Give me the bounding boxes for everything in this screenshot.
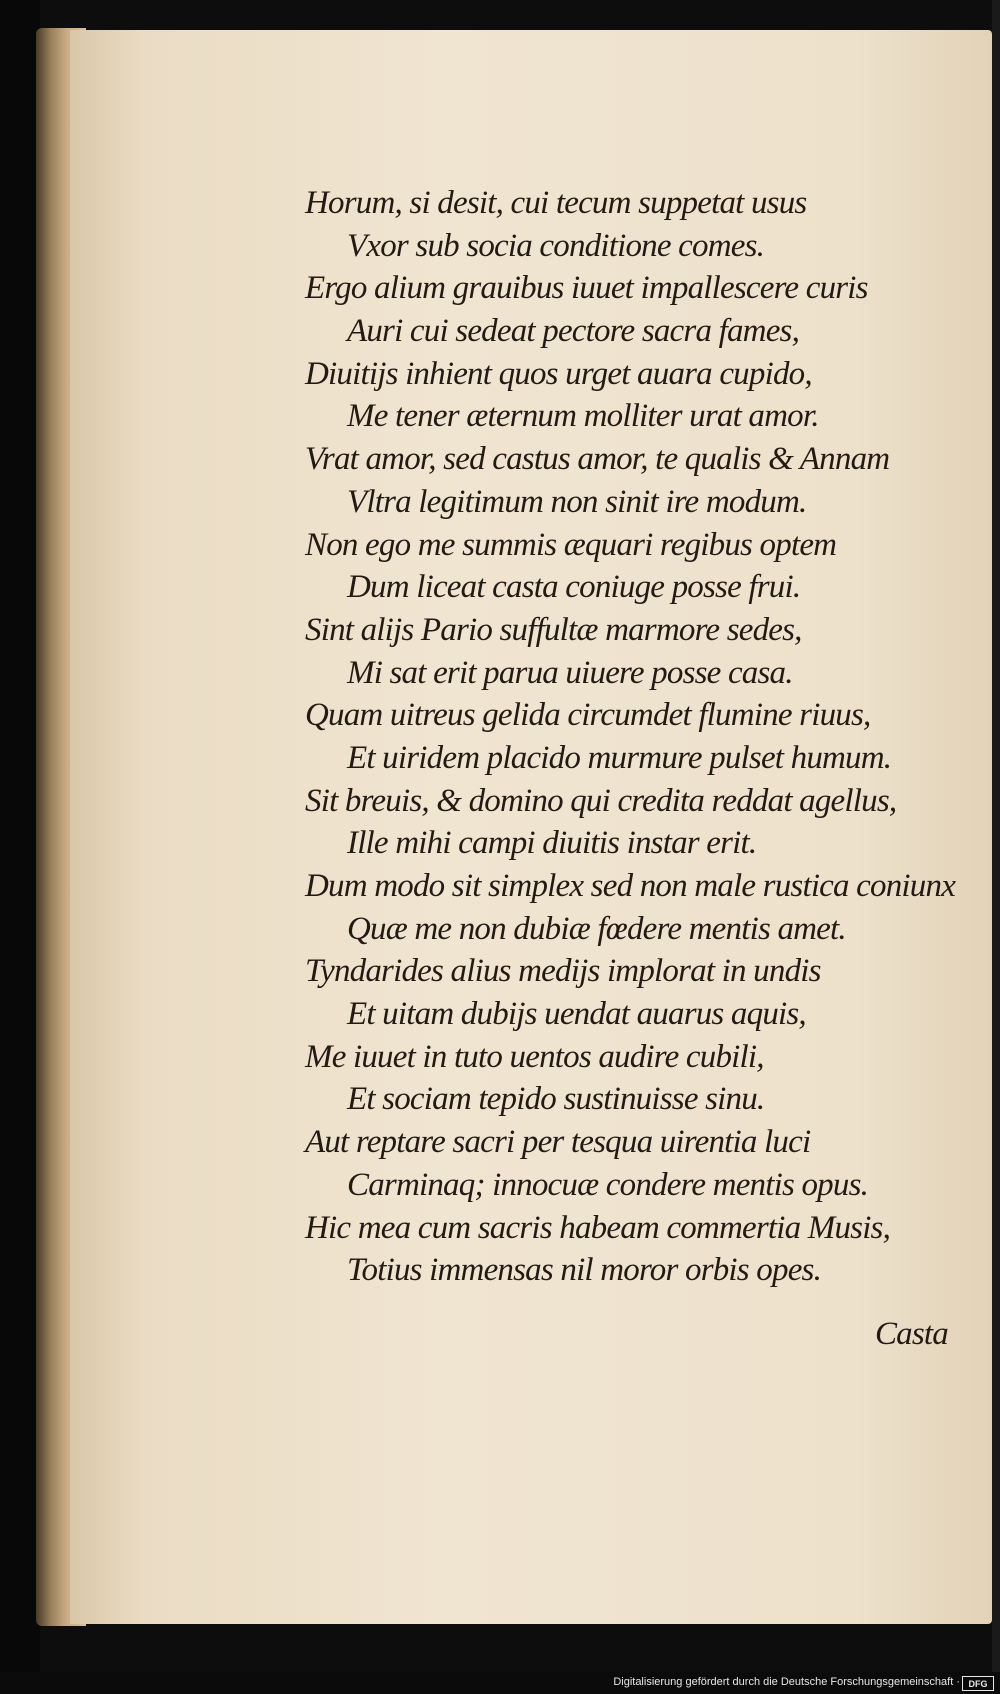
verse-line: Vltra legitimum non sinit ire modum. [347, 483, 807, 520]
verse-line: Vrat amor, sed castus amor, te qualis & Annam [305, 441, 890, 478]
verse-line: Diuitijs inhient quos urget auara cupido, [305, 355, 812, 392]
verse-line: Horum, si desit, cui tecum suppetat usus [305, 185, 807, 221]
verse-line: Sit breuis, & domino qui credita reddat agellus, [305, 782, 897, 819]
catchword: Casta [874, 1316, 948, 1352]
verse-line: Ergo alium grauibus iuuet impallescere curis [305, 270, 868, 307]
verse-line: Non ego me summis æquari regibus optem [305, 526, 837, 563]
funding-credit: Digitalisierung gefördert durch die Deutsche Forschungsgemeinschaft · [613, 1676, 960, 1688]
verse-line: Quæ me non dubiæ fœdere mentis amet. [347, 910, 846, 947]
verse-line: Totius immensas nil moror orbis opes. [347, 1252, 822, 1289]
verse-line: Me iuuet in tuto uentos audire cubili, [305, 1038, 764, 1075]
verse-line: Dum modo sit simplex sed non male rustica coniunx [305, 868, 956, 904]
verse-line: Carminaq; innocuæ condere mentis opus. [347, 1166, 869, 1203]
poem-text [305, 182, 965, 1292]
scan-border [992, 0, 1000, 1694]
verse-line: Dum liceat casta coniuge posse frui. [347, 569, 801, 606]
verse-line: Quam uitreus gelida circumdet flumine riuus, [305, 697, 871, 734]
verse-line: Et uitam dubijs uendat auarus aquis, [347, 996, 806, 1033]
verse-line: Et uiridem placido murmure pulset humum. [347, 739, 892, 776]
verse-line: Et sociam tepido sustinuisse sinu. [347, 1081, 765, 1118]
verse-line: Hic mea cum sacris habeam commertia Musis, [305, 1209, 891, 1246]
verse-line: Me tener æternum molliter urat amor. [347, 398, 819, 435]
verse-line: Sint alijs Pario suffultæ marmore sedes, [305, 611, 802, 648]
verse-line: Auri cui sedeat pectore sacra fames, [347, 313, 800, 350]
verse-line: Aut reptare sacri per tesqua uirentia luci [305, 1124, 811, 1161]
verse-line: Vxor sub socia conditione comes. [347, 227, 765, 264]
verse-line: Tyndarides alius medijs implorat in undis [305, 953, 821, 990]
verse-line: Mi sat erit parua uiuere posse casa. [347, 654, 793, 691]
book-binding [0, 0, 40, 1694]
dfg-logo-icon: DFG [962, 1676, 994, 1691]
verse-line: Ille mihi campi diuitis instar erit. [347, 825, 757, 862]
